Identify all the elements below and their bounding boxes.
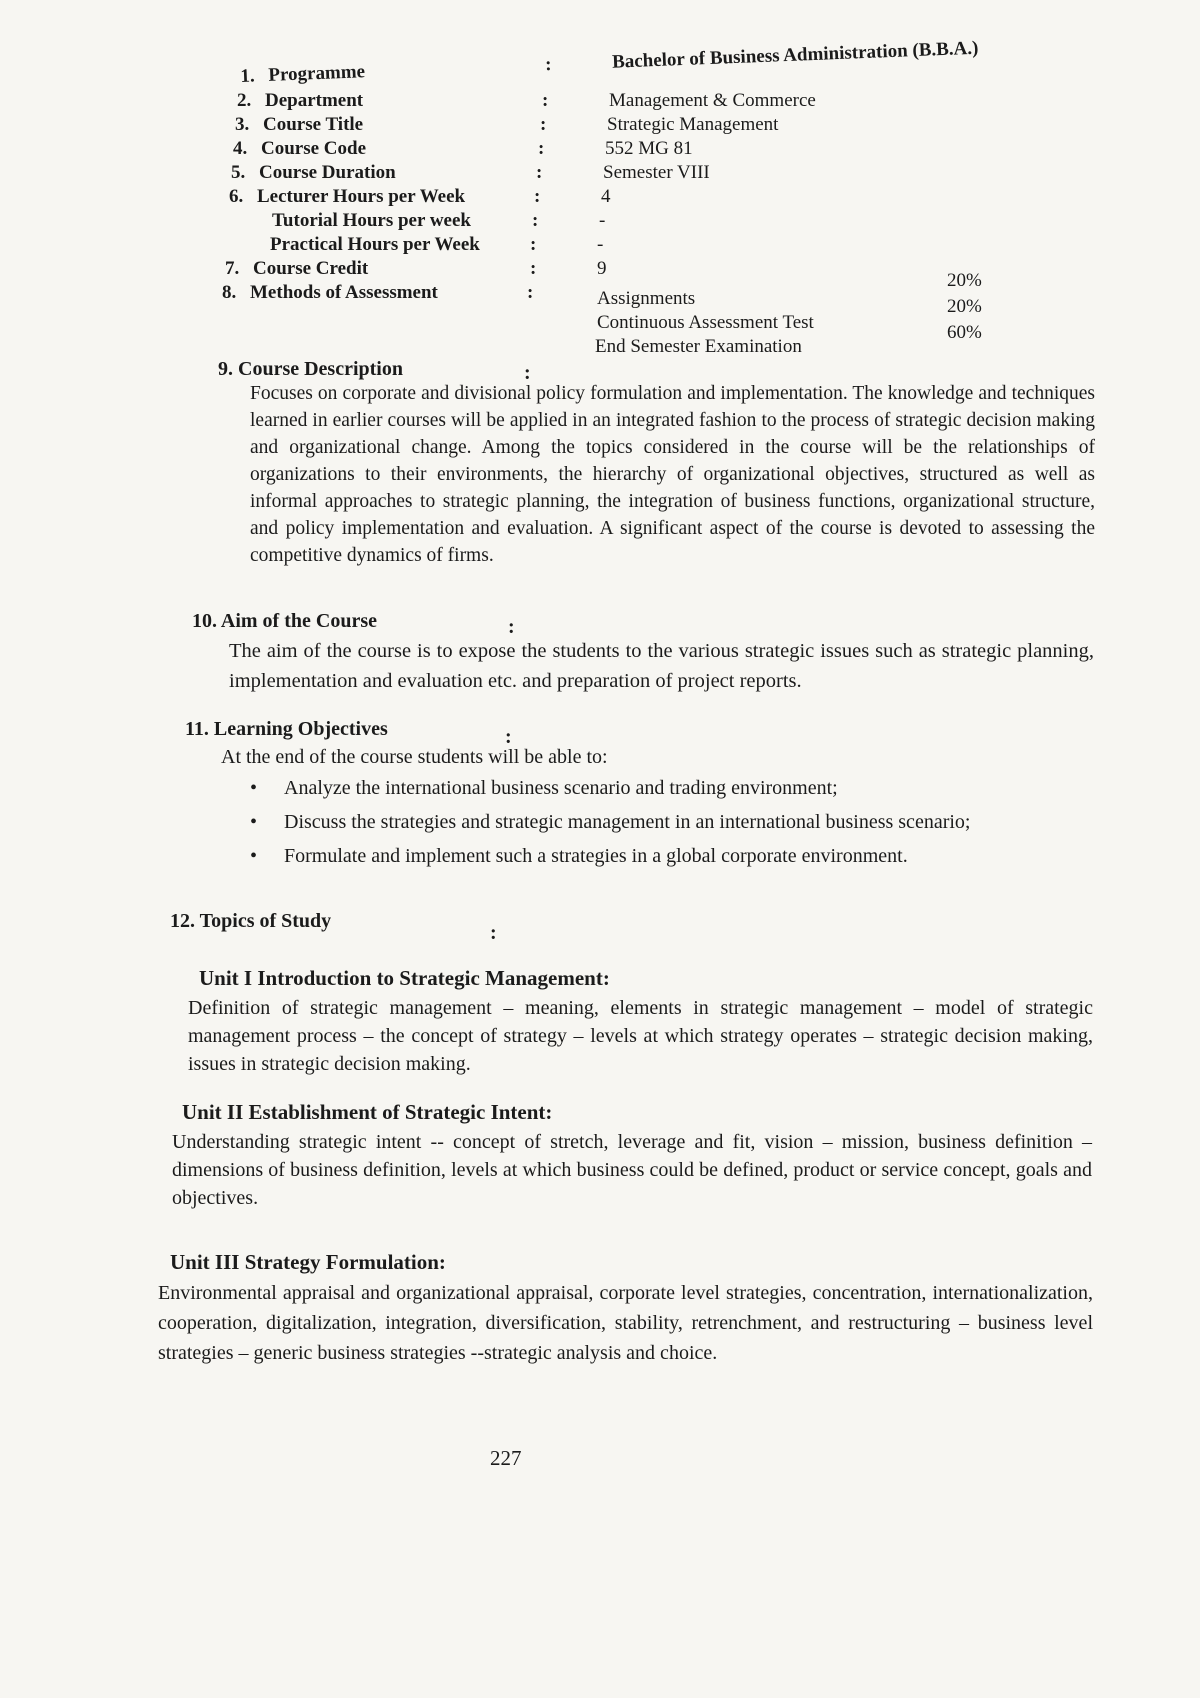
info-colon: : — [530, 258, 537, 279]
info-value: 4 — [601, 186, 611, 207]
info-value: Strategic Management — [607, 114, 779, 135]
info-label: Tutorial Hours per week — [272, 210, 471, 231]
objective-text: Discuss the strategies and strategic management in an international business scenario; — [284, 811, 971, 833]
unit-title: Unit III Strategy Formulation: — [170, 1250, 446, 1274]
info-colon: : — [534, 186, 541, 207]
info-label: Course Duration — [259, 162, 396, 183]
aim-text: The aim of the course is to expose the students to the various strategic issues such as strategic planning, implementation and evaluation etc. and preparation of project reports. — [229, 640, 1094, 692]
info-num: 5. — [231, 162, 246, 183]
info-label: Course Title — [263, 114, 364, 135]
info-value: - — [599, 210, 606, 231]
info-num: 1. — [240, 65, 256, 87]
unit-title: Unit I Introduction to Strategic Management: — [199, 966, 610, 990]
info-colon: : — [540, 114, 547, 135]
unit-body: Definition of strategic management – meaning, elements in strategic management – model of strategic management process – the concept of strategy – levels at which strategy operates – strategic decision making, issues in strategic decision making. — [188, 997, 1093, 1075]
info-colon: : — [544, 54, 552, 76]
assessment-method: End Semester Examination — [595, 336, 802, 357]
info-label: Methods of Assessment — [250, 282, 438, 303]
info-num: 8. — [222, 282, 237, 303]
info-num: 4. — [233, 138, 248, 159]
learning-objectives-intro: At the end of the course students will be able to: — [221, 746, 608, 768]
assessment-weight: 60% — [947, 322, 982, 343]
section-colon: : — [505, 726, 512, 748]
bullet-icon: • — [250, 777, 258, 799]
list-item — [250, 808, 1095, 836]
info-colon: : — [527, 282, 534, 303]
unit-title: Unit II Establishment of Strategic Intent: — [182, 1100, 553, 1124]
info-value: Semester VIII — [603, 162, 710, 183]
info-value-programme: Bachelor of Business Administration (B.B.A.) — [611, 37, 979, 73]
aim-heading: 10. Aim of the Course — [192, 610, 377, 632]
info-label: Course Code — [261, 138, 367, 159]
info-value: - — [597, 234, 604, 255]
objective-text: Analyze the international business scenario and trading environment; — [284, 777, 838, 799]
course-description-heading: 9. Course Description — [218, 358, 403, 380]
info-num: 2. — [237, 90, 252, 111]
bullet-icon: • — [250, 811, 258, 833]
info-label: Department — [265, 90, 364, 111]
info-label: Practical Hours per Week — [270, 234, 480, 255]
objective-text: Formulate and implement such a strategies in a global corporate environment. — [284, 845, 908, 867]
assessment-method: Continuous Assessment Test — [597, 312, 814, 333]
info-value: Management & Commerce — [609, 90, 816, 111]
unit-body: Understanding strategic intent -- concept of stretch, leverage and fit, vision – mission, business definition – dimensions of business definition, levels at which business could be defined, product or service concept, goals and objectives. — [172, 1131, 1092, 1209]
info-label: Programme — [267, 61, 366, 86]
topics-heading: 12. Topics of Study — [170, 910, 332, 932]
info-value: 552 MG 81 — [605, 138, 693, 159]
learning-objectives-list — [250, 774, 1095, 876]
list-item — [250, 774, 1095, 802]
info-num: 3. — [235, 114, 250, 135]
list-item — [250, 842, 1095, 870]
info-num: 7. — [225, 258, 240, 279]
unit-body: Environmental appraisal and organizational appraisal, corporate level strategies, concentration, internationalization, cooperation, digitalization, integration, diversification, stability, retrenchment, and restructuring – business level strategies – generic business strategies --strategic analysis and choice. — [158, 1282, 1093, 1364]
learning-objectives-heading: 11. Learning Objectives — [185, 718, 388, 740]
info-colon: : — [530, 234, 537, 255]
info-colon: : — [532, 210, 539, 231]
bullet-icon: • — [250, 845, 258, 867]
section-colon: : — [524, 362, 531, 384]
info-label: Lecturer Hours per Week — [257, 186, 466, 207]
info-value: 9 — [597, 258, 607, 279]
info-label: Course Credit — [253, 258, 369, 279]
course-description-text: Focuses on corporate and divisional policy formulation and implementation. The knowledge and techniques learned in earlier courses will be applied in an integrated fashion to the process of strategic decision making and organizational change. Among the topics considered in the course will be the relationships of organizations to their environments, the hierarchy of organizational objectives, structured as well as informal approaches to strategic planning, the integration of business functions, organizational structure, and policy implementation and evaluation. A significant aspect of the course is devoted to assessing the competitive dynamics of firms. — [250, 383, 1095, 566]
section-colon: : — [508, 616, 515, 638]
info-colon: : — [536, 162, 543, 183]
page-number: 227 — [490, 1446, 522, 1470]
assessment-weight: 20% — [947, 270, 982, 291]
info-num: 6. — [229, 186, 244, 207]
section-colon: : — [490, 922, 497, 944]
assessment-weight: 20% — [947, 296, 982, 317]
info-colon: : — [542, 90, 549, 111]
assessment-method: Assignments — [597, 288, 696, 309]
info-colon: : — [538, 138, 545, 159]
